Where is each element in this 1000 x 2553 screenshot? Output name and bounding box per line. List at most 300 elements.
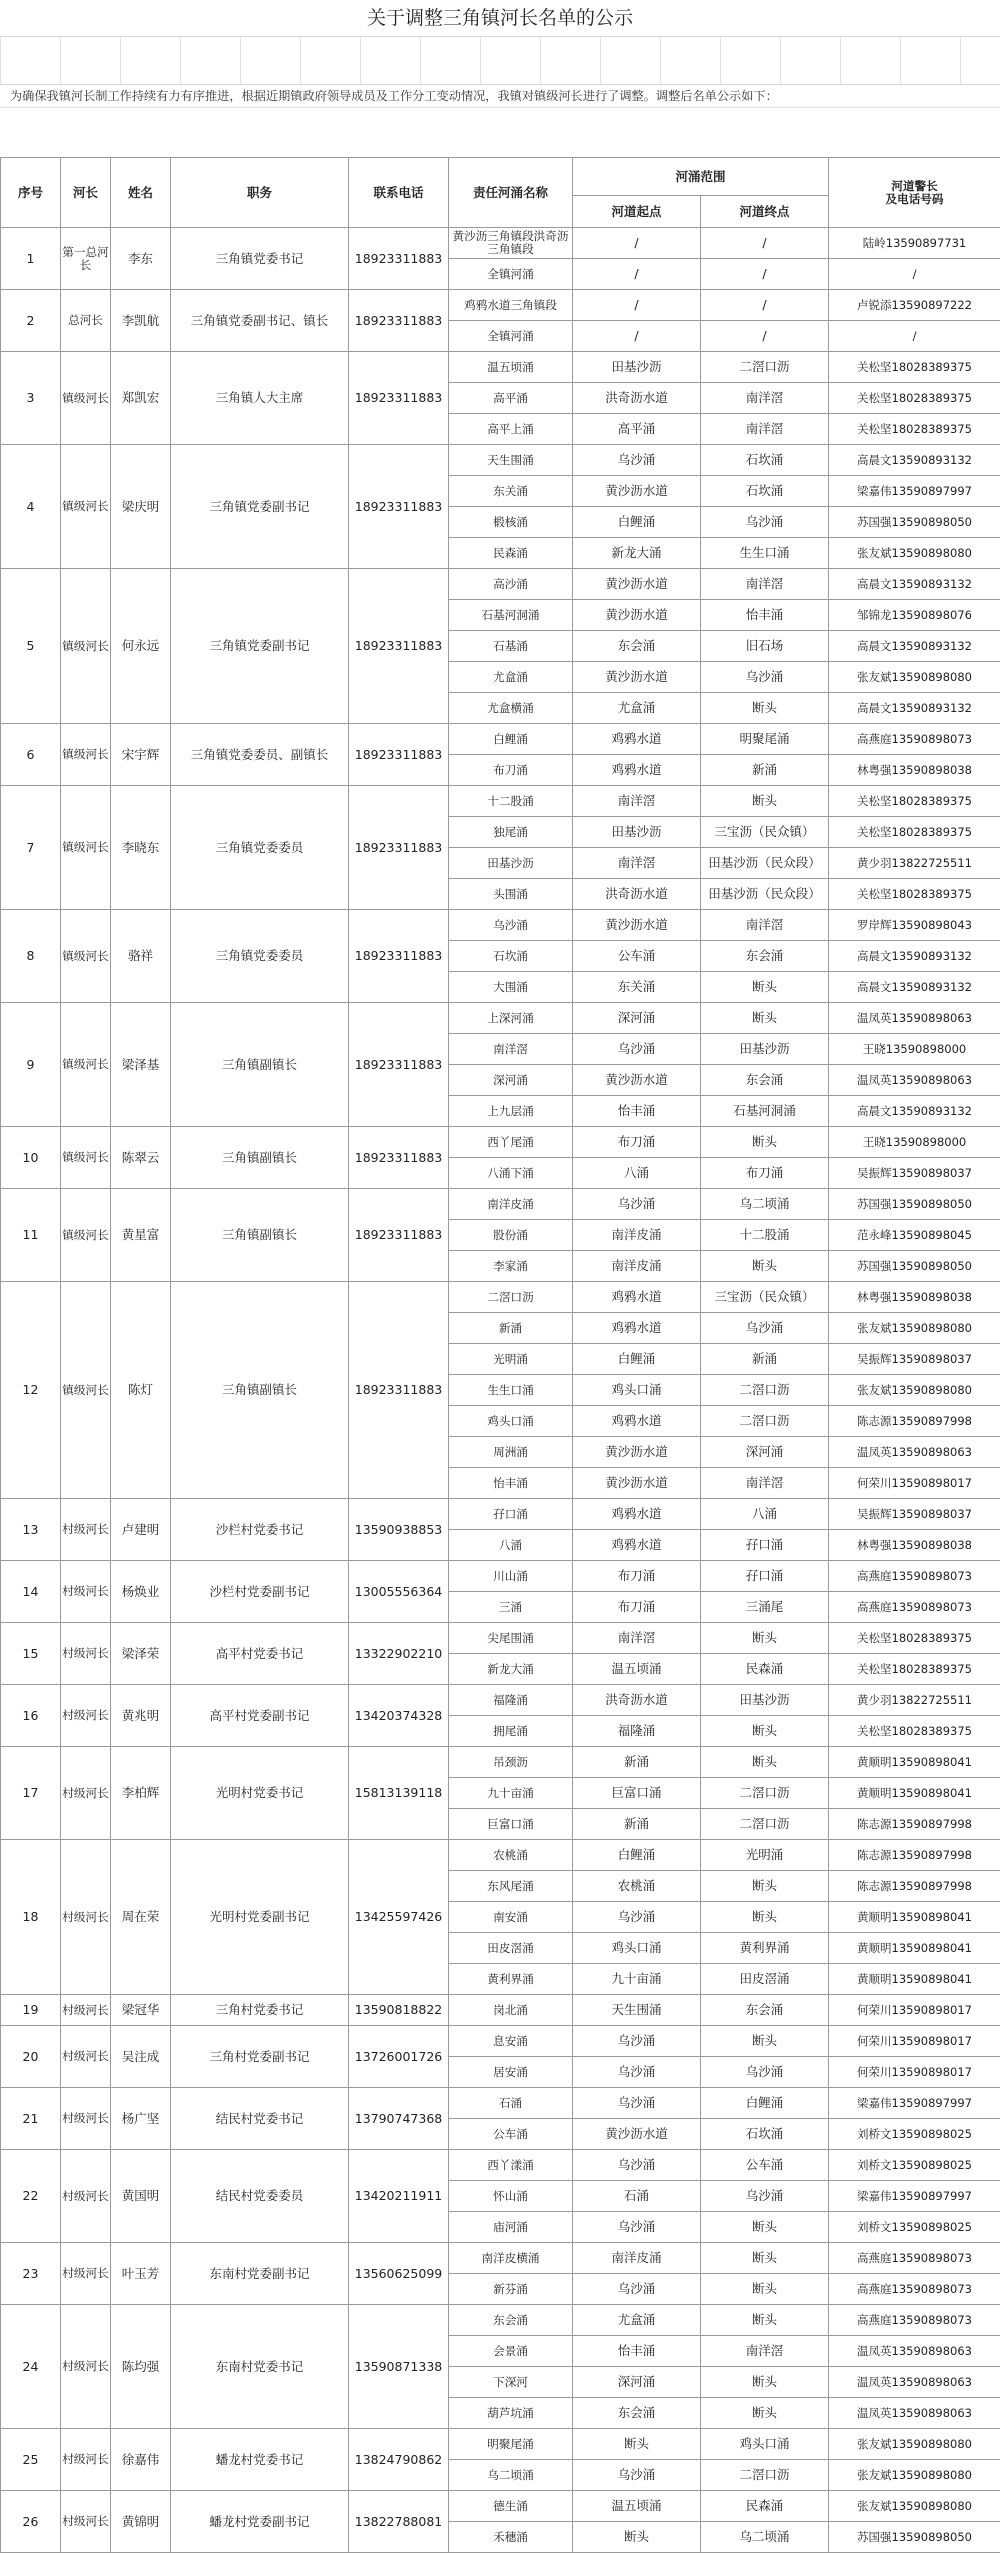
warden-cell: 张友斌13590898080 [829,1313,1000,1344]
position-cell: 三角镇党委书记 [171,228,349,290]
river-start-cell: 南洋皮涌 [573,1220,701,1251]
river-name-cell: 椴核涌 [449,507,573,538]
position-cell: 三角镇党委副书记 [171,445,349,569]
name-cell: 陈翠云 [111,1127,171,1189]
river-end-cell: 鸡头口涌 [701,2429,829,2460]
river-name-cell: 独尾涌 [449,817,573,848]
phone-cell: 13322902210 [349,1623,449,1685]
river-end-cell: 三涌尾 [701,1592,829,1623]
header-start: 河道起点 [573,196,701,228]
header-position: 职务 [171,158,349,228]
river-start-cell: 布刀涌 [573,1127,701,1158]
name-cell: 叶玉芳 [111,2243,171,2305]
warden-cell: 苏国强13590898050 [829,2522,1000,2553]
spacer-row [0,107,1000,157]
river-end-cell: 断头 [701,1747,829,1778]
table-row [1,2088,1000,2119]
river-end-cell: 公车涌 [701,2150,829,2181]
seq-cell: 18 [1,1840,61,1995]
name-cell: 杨广坚 [111,2088,171,2150]
chief-level-cell: 村级河长 [61,1747,111,1840]
river-name-cell: 西丫漾涌 [449,2150,573,2181]
river-end-cell: 二滘口沥 [701,1406,829,1437]
river-end-cell: 断头 [701,1127,829,1158]
position-cell: 三角村党委书记 [171,1995,349,2026]
warden-cell: 黄顺明13590898041 [829,1902,1000,1933]
warden-cell: 关松坚18028389375 [829,879,1000,910]
river-end-cell: 二滘口沥 [701,352,829,383]
warden-cell: 梁嘉伟13590897997 [829,476,1000,507]
page-title: 关于调整三角镇河长名单的公示 [0,0,1000,37]
table-row [1,352,1000,383]
river-name-cell: 居安涌 [449,2057,573,2088]
river-name-cell: 十二股涌 [449,786,573,817]
warden-cell: 林粤强13590898038 [829,1530,1000,1561]
river-start-cell: 尤盒涌 [573,2305,701,2336]
seq-cell: 26 [1,2491,61,2553]
header-name: 姓名 [111,158,171,228]
warden-cell: 关松坚18028389375 [829,352,1000,383]
river-end-cell: 乌沙涌 [701,1313,829,1344]
chief-level-cell: 镇级河长 [61,1003,111,1127]
river-start-cell: 乌沙涌 [573,1189,701,1220]
seq-cell: 10 [1,1127,61,1189]
table-row [1,2491,1000,2522]
river-end-cell: 断头 [701,2026,829,2057]
river-start-cell: 鸡鸦水道 [573,1530,701,1561]
river-name-cell: 生生口涌 [449,1375,573,1406]
river-end-cell: 南洋滘 [701,569,829,600]
river-end-cell: 石基河洞涌 [701,1096,829,1127]
river-end-cell: 石坎涌 [701,2119,829,2150]
warden-cell: / [829,259,1000,290]
river-end-cell: 断头 [701,2274,829,2305]
position-cell: 高平村党委副书记 [171,1685,349,1747]
phone-cell: 13005556364 [349,1561,449,1623]
warden-cell: 黄顺明13590898041 [829,1747,1000,1778]
warden-cell: 张友斌13590898080 [829,662,1000,693]
warden-cell: 高晨文13590893132 [829,972,1000,1003]
warden-cell: 高燕庭13590898073 [829,724,1000,755]
river-end-cell: 石坎涌 [701,476,829,507]
name-cell: 黄星富 [111,1189,171,1282]
river-name-cell: 川山涌 [449,1561,573,1592]
header-phone: 联系电话 [349,158,449,228]
river-start-cell: 黄沙沥水道 [573,2119,701,2150]
river-start-cell: 洪奇沥水道 [573,1685,701,1716]
warden-cell: / [829,321,1000,352]
chief-level-cell: 村级河长 [61,1623,111,1685]
chief-level-cell: 第一总河长 [61,228,111,290]
warden-cell: 张友斌13590898080 [829,538,1000,569]
seq-cell: 1 [1,228,61,290]
header-chief: 河长 [61,158,111,228]
phone-cell: 15813139118 [349,1747,449,1840]
chief-level-cell: 村级河长 [61,2305,111,2429]
phone-cell: 13420211911 [349,2150,449,2243]
seq-cell: 24 [1,2305,61,2429]
position-cell: 沙栏村党委副书记 [171,1561,349,1623]
river-name-cell: 南洋滘 [449,1034,573,1065]
river-name-cell: 鸡鸦水道三角镇段 [449,290,573,321]
river-start-cell: 新涌 [573,1809,701,1840]
seq-cell: 22 [1,2150,61,2243]
intro-paragraph: 为确保我镇河长制工作持续有力有序推进，根据近期镇政府领导成员及工作分工变动情况，我镇对镇级河长进行了调整。调整后名单公示如下： [0,85,1000,107]
table-row [1,1747,1000,1778]
warden-cell: 罗岸辉13590898043 [829,910,1000,941]
chief-level-cell: 镇级河长 [61,1282,111,1499]
seq-cell: 23 [1,2243,61,2305]
table-row [1,2026,1000,2057]
seq-cell: 16 [1,1685,61,1747]
river-name-cell: 葫芦坑涌 [449,2398,573,2429]
river-end-cell: 二滘口沥 [701,1778,829,1809]
river-name-cell: 周洲涌 [449,1437,573,1468]
river-start-cell: 东会涌 [573,2398,701,2429]
river-end-cell: 孖口涌 [701,1530,829,1561]
river-start-cell: 乌沙涌 [573,1902,701,1933]
seq-cell: 5 [1,569,61,724]
warden-cell: 梁嘉伟13590897997 [829,2088,1000,2119]
chief-level-cell: 镇级河长 [61,1127,111,1189]
position-cell: 高平村党委书记 [171,1623,349,1685]
river-start-cell: / [573,228,701,259]
warden-cell: 何荣川13590898017 [829,2057,1000,2088]
name-cell: 梁泽荣 [111,1623,171,1685]
river-name-cell: 石坎涌 [449,941,573,972]
river-end-cell: 田基沙沥（民众段） [701,848,829,879]
river-start-cell: 乌沙涌 [573,2212,701,2243]
warden-cell: 张友斌13590898080 [829,1375,1000,1406]
position-cell: 三角镇党委委员、副镇长 [171,724,349,786]
river-end-cell: 怡丰涌 [701,600,829,631]
table-row [1,228,1000,259]
chief-level-cell: 村级河长 [61,1995,111,2026]
seq-cell: 14 [1,1561,61,1623]
river-name-cell: 东风尾涌 [449,1871,573,1902]
name-cell: 梁庆明 [111,445,171,569]
river-name-cell: 孖口涌 [449,1499,573,1530]
warden-cell: 苏国强13590898050 [829,507,1000,538]
chief-level-cell: 总河长 [61,290,111,352]
river-start-cell: 巨富口涌 [573,1778,701,1809]
river-name-cell: 尤盒涌 [449,662,573,693]
river-name-cell: 八涌 [449,1530,573,1561]
warden-cell: 温凤英13590898063 [829,2336,1000,2367]
seq-cell: 8 [1,910,61,1003]
seq-cell: 6 [1,724,61,786]
river-end-cell: 东会涌 [701,1065,829,1096]
river-start-cell: 南洋滘 [573,786,701,817]
chief-level-cell: 镇级河长 [61,724,111,786]
river-end-cell: 南洋滘 [701,414,829,445]
river-name-cell: 德生涌 [449,2491,573,2522]
name-cell: 陈灯 [111,1282,171,1499]
warden-cell: 苏国强13590898050 [829,1189,1000,1220]
chief-level-cell: 镇级河长 [61,1189,111,1282]
river-end-cell: 八涌 [701,1499,829,1530]
warden-cell: 高燕庭13590898073 [829,2274,1000,2305]
position-cell: 蟠龙村党委书记 [171,2429,349,2491]
name-cell: 黄兆明 [111,1685,171,1747]
warden-cell: 关松坚18028389375 [829,786,1000,817]
river-start-cell: 南洋滘 [573,848,701,879]
river-end-cell: 民森涌 [701,2491,829,2522]
river-name-cell: 民森涌 [449,538,573,569]
river-name-cell: 岗北涌 [449,1995,573,2026]
position-cell: 三角镇党委副书记、镇长 [171,290,349,352]
warden-cell: 刘桥文13590898025 [829,2212,1000,2243]
river-start-cell: 白鲤涌 [573,507,701,538]
river-start-cell: 高平涌 [573,414,701,445]
chief-level-cell: 镇级河长 [61,786,111,910]
warden-cell: 范永峰13590898045 [829,1220,1000,1251]
river-name-cell: 天生围涌 [449,445,573,476]
phone-cell: 18923311883 [349,1003,449,1127]
warden-cell: 高晨文13590893132 [829,445,1000,476]
river-start-cell: 深河涌 [573,2367,701,2398]
river-name-cell: 深河涌 [449,1065,573,1096]
phone-cell: 18923311883 [349,228,449,290]
warden-cell: 张友斌13590898080 [829,2491,1000,2522]
warden-cell: 高燕庭13590898073 [829,1561,1000,1592]
river-end-cell: 断头 [701,1003,829,1034]
river-name-cell: 怡丰涌 [449,1468,573,1499]
phone-cell: 13824790862 [349,2429,449,2491]
river-start-cell: 鸡鸦水道 [573,724,701,755]
river-name-cell: 新涌 [449,1313,573,1344]
warden-cell: 苏国强13590898050 [829,1251,1000,1282]
river-name-cell: 乌二顷涌 [449,2460,573,2491]
chief-level-cell: 村级河长 [61,1840,111,1995]
river-start-cell: 布刀涌 [573,1592,701,1623]
river-end-cell: 二滘口沥 [701,2460,829,2491]
warden-cell: 温凤英13590898063 [829,1065,1000,1096]
position-cell: 光明村党委副书记 [171,1840,349,1995]
warden-cell: 黄顺明13590898041 [829,1933,1000,1964]
river-end-cell: 南洋滘 [701,2336,829,2367]
river-name-cell: 三涌 [449,1592,573,1623]
position-cell: 东南村党委副书记 [171,2243,349,2305]
river-name-cell: 李家涌 [449,1251,573,1282]
position-cell: 结民村党委委员 [171,2150,349,2243]
name-cell: 李柏辉 [111,1747,171,1840]
seq-cell: 20 [1,2026,61,2088]
chief-level-cell: 村级河长 [61,2491,111,2553]
river-start-cell: / [573,259,701,290]
river-end-cell: 断头 [701,1251,829,1282]
warden-cell: 陈志源13590897998 [829,1871,1000,1902]
warden-cell: 高燕庭13590898073 [829,2305,1000,2336]
phone-cell: 18923311883 [349,724,449,786]
river-end-cell: 白鲤涌 [701,2088,829,2119]
name-cell: 徐嘉伟 [111,2429,171,2491]
river-name-cell: 二滘口沥 [449,1282,573,1313]
warden-cell: 陈志源13590897998 [829,1809,1000,1840]
river-end-cell: 乌沙涌 [701,2181,829,2212]
river-start-cell: 天生围涌 [573,1995,701,2026]
river-start-cell: 东会涌 [573,631,701,662]
warden-cell: 邹锦龙13590898076 [829,600,1000,631]
chief-level-cell: 村级河长 [61,2150,111,2243]
name-cell: 梁泽基 [111,1003,171,1127]
seq-cell: 21 [1,2088,61,2150]
river-end-cell: / [701,290,829,321]
river-end-cell: 黄利界涌 [701,1933,829,1964]
river-end-cell: 十二股涌 [701,1220,829,1251]
phone-cell: 18923311883 [349,786,449,910]
position-cell: 沙栏村党委书记 [171,1499,349,1561]
warden-cell: 黄顺明13590898041 [829,1964,1000,1995]
river-end-cell: 乌二顷涌 [701,1189,829,1220]
river-start-cell: 白鲤涌 [573,1840,701,1871]
river-start-cell: 怡丰涌 [573,2336,701,2367]
river-start-cell: 鸡鸦水道 [573,1406,701,1437]
header-seq: 序号 [1,158,61,228]
river-name-cell: 田皮滘涌 [449,1933,573,1964]
table-row [1,910,1000,941]
position-cell: 结民村党委书记 [171,2088,349,2150]
river-start-cell: 石涌 [573,2181,701,2212]
table-row [1,1127,1000,1158]
river-name-cell: 南洋皮涌 [449,1189,573,1220]
river-end-cell: 断头 [701,1902,829,1933]
position-cell: 三角镇党委副书记 [171,569,349,724]
river-start-cell: 乌沙涌 [573,2088,701,2119]
river-start-cell: 尤盒涌 [573,693,701,724]
name-cell: 吴注成 [111,2026,171,2088]
warden-cell: 关松坚18028389375 [829,817,1000,848]
river-end-cell: / [701,228,829,259]
warden-cell: 王晓13590898000 [829,1034,1000,1065]
river-name-cell: 尖尾围涌 [449,1623,573,1654]
warden-cell: 王晓13590898000 [829,1127,1000,1158]
phone-cell: 13590938853 [349,1499,449,1561]
chief-level-cell: 镇级河长 [61,445,111,569]
river-start-cell: 鸡头口涌 [573,1375,701,1406]
river-start-cell: 黄沙沥水道 [573,1437,701,1468]
seq-cell: 4 [1,445,61,569]
river-start-cell: 黄沙沥水道 [573,662,701,693]
warden-cell: 高燕庭13590898073 [829,2243,1000,2274]
warden-cell: 陈志源13590897998 [829,1406,1000,1437]
chief-level-cell: 村级河长 [61,1685,111,1747]
warden-cell: 关松坚18028389375 [829,1654,1000,1685]
phone-cell: 13590871338 [349,2305,449,2429]
river-start-cell: 田基沙沥 [573,352,701,383]
river-end-cell: 二滘口沥 [701,1375,829,1406]
river-start-cell: 福隆涌 [573,1716,701,1747]
river-start-cell: 鸡头口涌 [573,1933,701,1964]
seq-cell: 2 [1,290,61,352]
position-cell: 三角镇副镇长 [171,1282,349,1499]
position-cell: 三角镇党委委员 [171,910,349,1003]
warden-cell: 张友斌13590898080 [829,2460,1000,2491]
warden-cell: 刘桥文13590898025 [829,2150,1000,2181]
table-row [1,1840,1000,1871]
table-row [1,1561,1000,1592]
name-cell: 黄锦明 [111,2491,171,2553]
river-start-cell: 新涌 [573,1747,701,1778]
table-row [1,1003,1000,1034]
river-start-cell: 布刀涌 [573,1561,701,1592]
position-cell: 三角镇副镇长 [171,1003,349,1127]
table-row [1,2243,1000,2274]
chief-level-cell: 村级河长 [61,1499,111,1561]
position-cell: 蟠龙村党委副书记 [171,2491,349,2553]
name-cell: 骆祥 [111,910,171,1003]
warden-cell: 温凤英13590898063 [829,1003,1000,1034]
river-end-cell: 乌二顷涌 [701,2522,829,2553]
warden-cell: 黄少羽13822725511 [829,1685,1000,1716]
seq-cell: 13 [1,1499,61,1561]
chief-level-cell: 村级河长 [61,2088,111,2150]
warden-cell: 何荣川13590898017 [829,1468,1000,1499]
river-name-cell: 上九层涌 [449,1096,573,1127]
river-start-cell: / [573,321,701,352]
river-end-cell: 民森涌 [701,1654,829,1685]
river-name-cell: 光明涌 [449,1344,573,1375]
warden-cell: 何荣川13590898017 [829,1995,1000,2026]
phone-cell: 18923311883 [349,445,449,569]
warden-cell: 陆岭13590897731 [829,228,1000,259]
river-start-cell: 鸡鸦水道 [573,1282,701,1313]
river-start-cell: 南洋滘 [573,1623,701,1654]
river-name-cell: 尤盒横涌 [449,693,573,724]
river-end-cell: 新涌 [701,1344,829,1375]
warden-cell: 高晨文13590893132 [829,631,1000,662]
river-end-cell: 断头 [701,2305,829,2336]
seq-cell: 9 [1,1003,61,1127]
river-start-cell: 乌沙涌 [573,2057,701,2088]
river-name-cell: 东关涌 [449,476,573,507]
river-end-cell: 南洋滘 [701,910,829,941]
river-end-cell: 田基沙沥 [701,1034,829,1065]
river-name-cell: 石基河洞涌 [449,600,573,631]
river-name-cell: 股份涌 [449,1220,573,1251]
river-name-cell: 全镇河涌 [449,259,573,290]
river-name-cell: 头围涌 [449,879,573,910]
table-row [1,569,1000,600]
river-name-cell: 高平上涌 [449,414,573,445]
river-name-cell: 庙河涌 [449,2212,573,2243]
river-end-cell: 田基沙沥（民众段） [701,879,829,910]
river-start-cell: 乌沙涌 [573,1034,701,1065]
chief-level-cell: 村级河长 [61,2026,111,2088]
phone-cell: 13560625099 [349,2243,449,2305]
river-start-cell: 黄沙沥水道 [573,1468,701,1499]
river-name-cell: 新龙大涌 [449,1654,573,1685]
warden-cell: 张友斌13590898080 [829,2429,1000,2460]
seq-cell: 3 [1,352,61,445]
river-start-cell: 田基沙沥 [573,817,701,848]
river-start-cell: 农桃涌 [573,1871,701,1902]
river-end-cell: 断头 [701,2367,829,2398]
river-start-cell: 黄沙沥水道 [573,1065,701,1096]
river-end-cell: 东会涌 [701,1995,829,2026]
warden-cell: 刘桥文13590898025 [829,2119,1000,2150]
river-name-cell: 新芬涌 [449,2274,573,2305]
name-cell: 宋宇辉 [111,724,171,786]
phone-cell: 18923311883 [349,569,449,724]
river-end-cell: 布刀涌 [701,1158,829,1189]
warden-cell: 高晨文13590893132 [829,693,1000,724]
warden-cell: 温凤英13590898063 [829,2398,1000,2429]
river-start-cell: 九十亩涌 [573,1964,701,1995]
river-end-cell: 南洋滘 [701,383,829,414]
seq-cell: 25 [1,2429,61,2491]
river-start-cell: 黄沙沥水道 [573,600,701,631]
